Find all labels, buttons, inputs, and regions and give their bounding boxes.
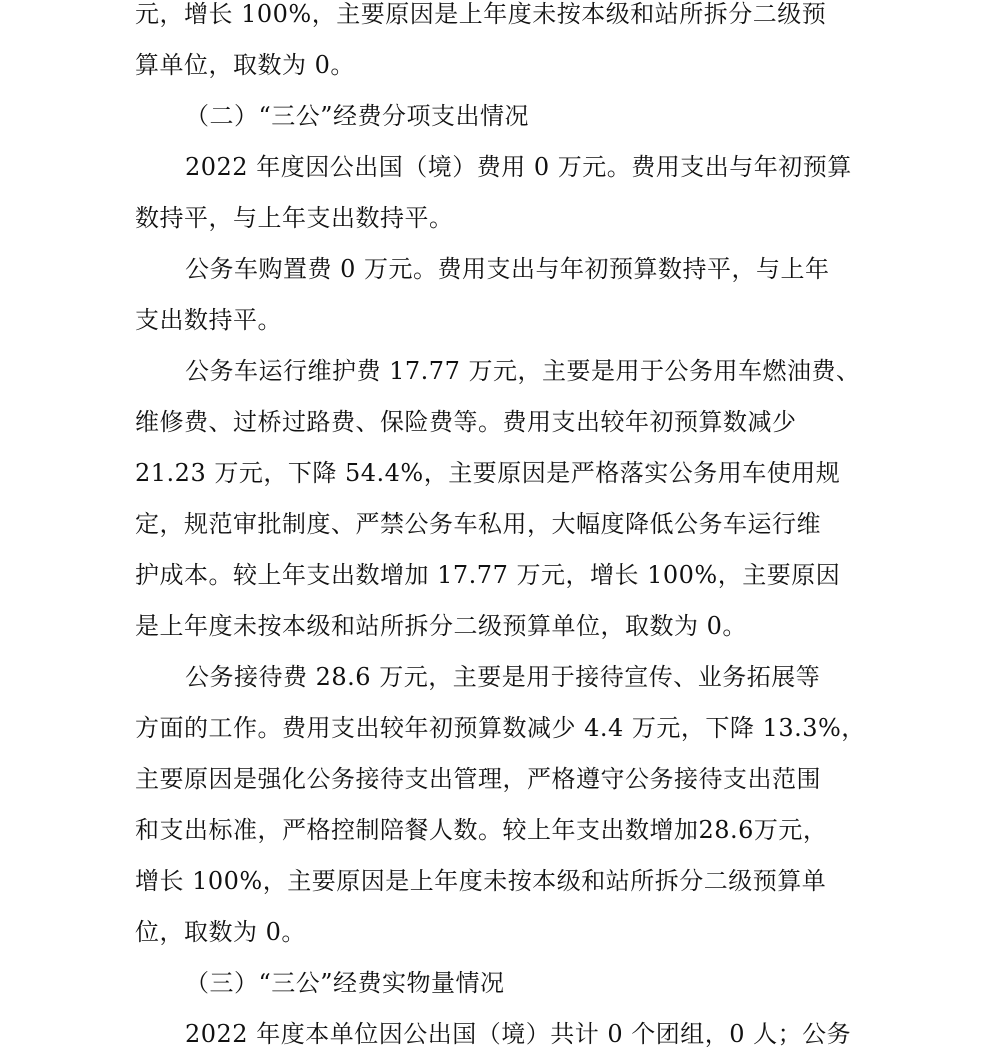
text-line: 2022 年度因公出国（境）费用 0 万元。费用支出与年初预算 [185,153,852,181]
text-line: 公务车运行维护费 17.77 万元，主要是用于公务用车燃油费、 [185,357,861,385]
text-line: 数持平，与上年支出数持平。 [135,204,454,232]
text-line: 21.23 万元，下降 54.4%，主要原因是严格落实公务用车使用规 [135,459,841,487]
document-page [135,0,895,1060]
text-line: 和支出标准，严格控制陪餐人数。较上年支出数增加28.6万元， [135,816,828,844]
text-line: 算单位，取数为 0。 [135,51,355,79]
text-line: 2022 年度本单位因公出国（境）共计 0 个团组，0 人；公务 [185,1020,852,1048]
section-heading: （二）“三公”经费分项支出情况 [185,102,530,130]
text-line: 维修费、过桥过路费、保险费等。费用支出较年初预算数减少 [135,408,797,436]
text-line: 方面的工作。费用支出较年初预算数减少 4.4 万元，下降 13.3%， [135,714,866,742]
text-line: 公务接待费 28.6 万元，主要是用于接待宣传、业务拓展等 [185,663,821,691]
section-heading: （三）“三公”经费实物量情况 [185,969,505,997]
text-line: 定，规范审批制度、严禁公务车私用，大幅度降低公务车运行维 [135,510,821,538]
text-line: 公务车购置费 0 万元。费用支出与年初预算数持平，与上年 [185,255,830,283]
text-line: 主要原因是强化公务接待支出管理，严格遵守公务接待支出范围 [135,765,821,793]
text-line: 增长 100%，主要原因是上年度未按本级和站所拆分二级预算单 [135,867,827,895]
text-line: 支出数持平。 [135,306,282,334]
text-line: 元，增长 100%，主要原因是上年度未按本级和站所拆分二级预 [135,0,827,28]
text-line: 护成本。较上年支出数增加 17.77 万元，增长 100%，主要原因 [135,561,841,589]
text-line: 位，取数为 0。 [135,918,306,946]
text-line: 是上年度未按本级和站所拆分二级预算单位，取数为 0。 [135,612,747,640]
